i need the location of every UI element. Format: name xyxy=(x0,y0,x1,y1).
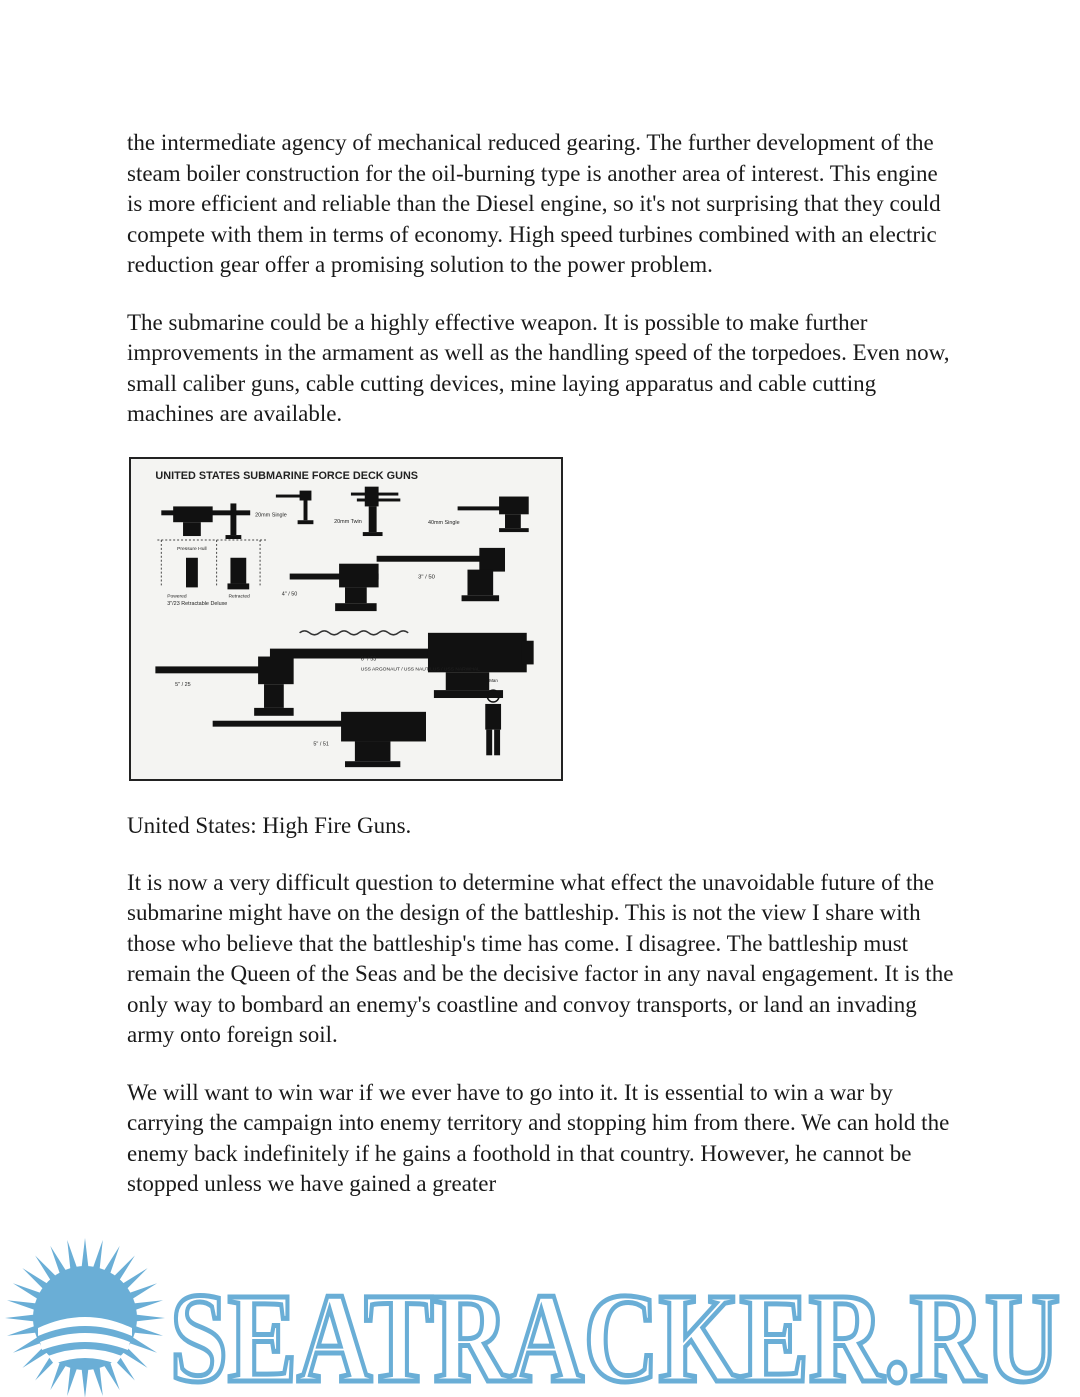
sun-logo-icon xyxy=(5,1238,165,1397)
label-powered: Powered xyxy=(167,593,187,599)
watermark-text: SEATRACKER.RU xyxy=(170,1267,1060,1397)
sun-ray xyxy=(82,1368,89,1397)
sun-ray xyxy=(103,1361,119,1390)
deck-line xyxy=(300,630,409,634)
sun-ray xyxy=(5,1315,35,1322)
gun-4-50-drawing xyxy=(290,563,379,610)
sun-ray xyxy=(135,1315,165,1322)
sun-ray xyxy=(133,1326,163,1336)
sun-ray xyxy=(103,1246,119,1275)
sun-ray xyxy=(93,1366,103,1396)
label-3-23-retractable: 3"/23 Retractable Deluxe xyxy=(167,600,228,607)
seatracker-watermark xyxy=(0,1236,1080,1397)
sun-ray xyxy=(133,1300,163,1310)
sun-ray xyxy=(93,1240,103,1270)
paragraph-1: the intermediate agency of mechanical reduced gearing. The further development of the steam boiler construction for the oil-burning type is another area of interest. This engine is more efficient and reliable than the Diesel engine, so it's not surprising that they could compete with them in terms of economy. High speed turbines combined with an electric reduction gear offer a promising solution to the power problem. xyxy=(127,130,941,277)
label-3-50: 3" / 50 xyxy=(418,574,435,581)
gun-3-50-drawing xyxy=(377,547,505,600)
sun-ray xyxy=(50,1361,66,1390)
sun-ray xyxy=(67,1366,77,1396)
sun-ray xyxy=(7,1326,37,1336)
label-5-51: 5" / 51 xyxy=(313,740,329,747)
label-pressure-hull: Pressure Hull xyxy=(177,546,207,552)
man-scale-figure xyxy=(485,690,501,755)
pressure-hull-lines xyxy=(157,539,268,586)
sun-ray xyxy=(7,1300,37,1310)
label-20mm-single: 20mm Single xyxy=(255,511,287,518)
label-retracted: Retracted xyxy=(228,593,250,599)
label-6-53: 6" / 53 xyxy=(360,655,377,662)
label-man: Man xyxy=(489,677,498,683)
watermark-graphic xyxy=(0,1236,1080,1397)
document-page xyxy=(127,128,957,1227)
label-argonaut-boats: USS ARGONAUT / USS NAUTILUS / USS NARWHAL xyxy=(360,666,480,672)
sun-ray xyxy=(13,1336,42,1352)
sun-ray xyxy=(128,1336,157,1352)
paragraph-3: It is now a very difficult question to determine what effect the unavoidable future of the submarine might have on the design of the battleship. This is not the view I share with those who believe that the battleship's time has come. I disagree. The battleship must remain the Queen of the Seas and be the decisive factor in any naval engagement. It is the only way to bombard an enemy's coastline and convoy transports, or land an invading army onto foreign soil. xyxy=(127,869,954,1047)
sun-ray xyxy=(67,1240,77,1270)
figure-caption: United States: High Fire Guns. xyxy=(127,812,412,838)
deck-guns-illustration xyxy=(131,459,561,779)
paragraph-2: The submarine could be a highly effective weapon. It is possible to make further improvements in the armament as well as the handling speed of the torpedoes. Even now, small caliber guns, cable cutting devices, mine laying apparatus and cable cutting machines are available. xyxy=(127,309,950,426)
twin-20mm-gun-drawing xyxy=(351,486,400,535)
sun-ray xyxy=(128,1283,157,1299)
label-4-50: 4" / 50 xyxy=(281,590,298,597)
gun-6-53-drawing xyxy=(270,632,534,697)
gun-5-51-drawing xyxy=(213,711,426,766)
label-20mm-twin: 20mm Twin xyxy=(334,518,362,525)
sun-ray xyxy=(50,1246,66,1275)
label-40mm-single: 40mm Single xyxy=(427,519,460,526)
deck-guns-figure xyxy=(129,457,563,781)
sun-ray xyxy=(82,1238,89,1268)
sun-ray xyxy=(13,1283,42,1299)
label-5-25: 5" / 25 xyxy=(175,681,191,688)
single-40mm-gun-drawing xyxy=(458,496,529,532)
figure-title: UNITED STATES SUBMARINE FORCE DECK GUNS xyxy=(155,469,419,482)
paragraph-4: We will want to win war if we ever have to go into it. It is essential to win a war by carrying the campaign into enemy territory and stopping him from there. We can hold the enemy back indefinitely if he gains a foothold in that country. However, he cannot be stopped unless we have gained a greater xyxy=(127,1079,950,1196)
single-20mm-gun-drawing xyxy=(276,490,314,524)
